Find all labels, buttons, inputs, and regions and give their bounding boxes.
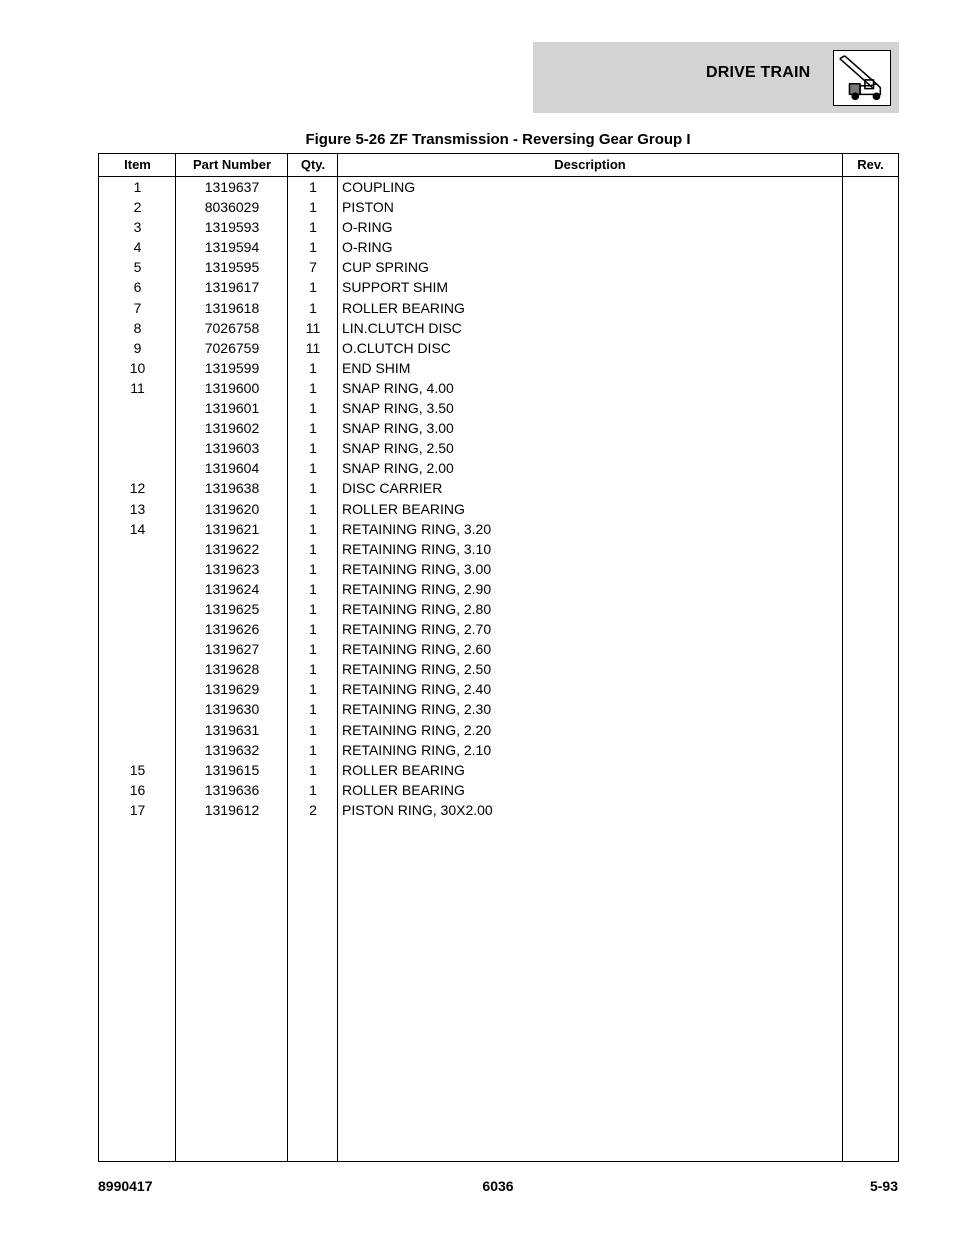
- table-row: [99, 357, 898, 377]
- qty-cell: 1: [309, 580, 317, 597]
- qty-cell: 1: [309, 661, 317, 678]
- description-cell: END SHIM: [342, 359, 411, 376]
- table-row: [99, 397, 898, 417]
- table-row: [99, 538, 898, 558]
- part-number-cell: 8036029: [204, 199, 260, 216]
- part-number-cell: 1319638: [204, 480, 260, 497]
- description-cell: SNAP RING, 2.00: [342, 460, 454, 477]
- description-cell: CUP SPRING: [342, 259, 429, 276]
- table-row: [99, 678, 898, 698]
- parts-table: [98, 153, 899, 1162]
- table-row: [99, 779, 898, 799]
- item-cell: 13: [129, 500, 146, 517]
- description-cell: O-RING: [342, 239, 393, 256]
- qty-cell: 1: [309, 239, 317, 256]
- qty-cell: 11: [305, 319, 321, 336]
- qty-cell: 1: [309, 781, 317, 798]
- part-number-cell: 1319602: [204, 420, 260, 437]
- part-number-cell: 1319612: [204, 801, 260, 818]
- item-cell: 9: [133, 339, 142, 356]
- part-number-cell: 1319628: [204, 661, 260, 678]
- table-row: [99, 558, 898, 578]
- part-number-cell: 1319615: [204, 761, 260, 778]
- description-cell: RETAINING RING, 3.00: [342, 560, 492, 577]
- description-cell: PISTON RING, 30X2.00: [342, 801, 493, 818]
- column-header-item: Item: [124, 157, 151, 172]
- part-number-cell: 1319594: [204, 239, 260, 256]
- item-cell: 2: [133, 199, 142, 216]
- qty-cell: 1: [309, 379, 317, 396]
- table-row: [99, 477, 898, 497]
- part-number-cell: 1319630: [204, 701, 260, 718]
- qty-cell: 1: [309, 761, 317, 778]
- table-row: [99, 437, 898, 457]
- qty-cell: 1: [309, 179, 317, 195]
- qty-cell: 1: [309, 721, 317, 738]
- description-cell: SNAP RING, 4.00: [342, 379, 454, 396]
- part-number-cell: 7026759: [204, 339, 260, 356]
- description-cell: RETAINING RING, 2.10: [342, 741, 492, 758]
- part-number-cell: 1319629: [204, 681, 260, 698]
- table-row: [99, 457, 898, 477]
- table-row: [99, 698, 898, 718]
- item-cell: 3: [133, 219, 142, 236]
- part-number-cell: 1319599: [204, 359, 260, 376]
- table-row: [99, 176, 898, 196]
- table-row: [99, 799, 898, 819]
- table-row: [99, 256, 898, 276]
- part-number-cell: 1319603: [204, 440, 260, 457]
- description-cell: PISTON: [342, 199, 394, 216]
- table-header: [99, 154, 898, 177]
- description-cell: RETAINING RING, 2.80: [342, 600, 492, 617]
- table-row: [99, 638, 898, 658]
- qty-cell: 7: [309, 259, 317, 276]
- part-number-cell: 1319620: [204, 500, 260, 517]
- part-number-cell: 1319622: [204, 540, 260, 557]
- description-cell: SNAP RING, 2.50: [342, 440, 454, 457]
- table-row: [99, 518, 898, 538]
- qty-cell: 1: [309, 480, 317, 497]
- table-row: [99, 759, 898, 779]
- qty-cell: 1: [309, 520, 317, 537]
- part-number-cell: 1319601: [204, 400, 260, 417]
- table-row: [99, 216, 898, 236]
- part-number-cell: 7026758: [204, 319, 260, 336]
- description-cell: RETAINING RING, 2.50: [342, 661, 492, 678]
- description-cell: RETAINING RING, 2.70: [342, 621, 492, 638]
- machine-section-icon: [833, 50, 891, 106]
- part-number-cell: 1319618: [204, 299, 260, 316]
- description-cell: RETAINING RING, 2.60: [342, 641, 492, 658]
- description-cell: RETAINING RING, 2.20: [342, 721, 492, 738]
- table-row: [99, 196, 898, 216]
- table-row: [99, 236, 898, 256]
- part-number-cell: 1319604: [204, 460, 260, 477]
- qty-cell: 1: [309, 681, 317, 698]
- footer-model-number: 6036: [482, 1178, 514, 1194]
- part-number-cell: 1319621: [204, 520, 260, 537]
- qty-cell: 1: [309, 400, 317, 417]
- table-row: [99, 578, 898, 598]
- description-cell: RETAINING RING, 2.30: [342, 701, 492, 718]
- description-cell: RETAINING RING, 3.10: [342, 540, 492, 557]
- section-title: DRIVE TRAIN: [706, 64, 811, 81]
- item-cell: 5: [133, 259, 142, 276]
- part-number-cell: 1319626: [204, 621, 260, 638]
- description-cell: ROLLER BEARING: [342, 761, 465, 778]
- item-cell: 6: [133, 279, 142, 296]
- qty-cell: 1: [309, 420, 317, 437]
- qty-cell: 1: [309, 701, 317, 718]
- item-cell: 12: [129, 480, 146, 497]
- description-cell: DISC CARRIER: [342, 480, 443, 497]
- qty-cell: 1: [309, 199, 317, 216]
- table-row: [99, 276, 898, 296]
- description-cell: LIN.CLUTCH DISC: [342, 319, 462, 336]
- description-cell: COUPLING: [342, 179, 416, 195]
- qty-cell: 1: [309, 279, 317, 296]
- qty-cell: 1: [309, 440, 317, 457]
- qty-cell: 2: [309, 801, 317, 818]
- description-cell: SUPPORT SHIM: [342, 279, 449, 296]
- column-header-part-number: Part Number: [192, 157, 272, 172]
- table-row: [99, 297, 898, 317]
- table-row: [99, 337, 898, 357]
- part-number-cell: 1319631: [204, 721, 260, 738]
- part-number-cell: 1319595: [204, 259, 260, 276]
- part-number-cell: 1319636: [204, 781, 260, 798]
- table-row: [99, 498, 898, 518]
- qty-cell: 1: [309, 299, 317, 316]
- part-number-cell: 1319593: [204, 219, 260, 236]
- item-cell: 1: [133, 179, 142, 195]
- footer-page-number: 5-93: [869, 1178, 898, 1194]
- figure-title: Figure 5-26 ZF Transmission - Reversing Gear Group I: [305, 131, 691, 148]
- item-cell: 4: [133, 239, 142, 256]
- table-body: [99, 176, 898, 819]
- table-row: [99, 377, 898, 397]
- part-number-cell: 1319637: [204, 179, 260, 195]
- description-cell: RETAINING RING, 2.40: [342, 681, 492, 698]
- description-cell: ROLLER BEARING: [342, 299, 465, 316]
- qty-cell: 11: [305, 339, 321, 356]
- qty-cell: 1: [309, 219, 317, 236]
- qty-cell: 1: [309, 741, 317, 758]
- part-number-cell: 1319627: [204, 641, 260, 658]
- table-row: [99, 719, 898, 739]
- item-cell: 15: [129, 761, 146, 778]
- qty-cell: 1: [309, 540, 317, 557]
- part-number-cell: 1319623: [204, 560, 260, 577]
- item-cell: 8: [133, 319, 142, 336]
- table-row: [99, 317, 898, 337]
- part-number-cell: 1319600: [204, 379, 260, 396]
- item-cell: 17: [129, 801, 146, 818]
- item-cell: 11: [130, 379, 145, 396]
- description-cell: ROLLER BEARING: [342, 781, 465, 798]
- item-cell: 7: [133, 299, 142, 316]
- item-cell: 14: [129, 520, 146, 537]
- part-number-cell: 1319632: [204, 741, 260, 758]
- qty-cell: 1: [309, 460, 317, 477]
- qty-cell: 1: [309, 641, 317, 658]
- item-cell: 10: [129, 359, 146, 376]
- qty-cell: 1: [309, 560, 317, 577]
- table-row: [99, 417, 898, 437]
- qty-cell: 1: [309, 621, 317, 638]
- description-cell: SNAP RING, 3.50: [342, 400, 454, 417]
- table-row: [99, 598, 898, 618]
- footer-document-number: 8990417: [98, 1178, 153, 1194]
- qty-cell: 1: [309, 500, 317, 517]
- description-cell: O.CLUTCH DISC: [342, 339, 451, 356]
- part-number-cell: 1319624: [204, 580, 260, 597]
- column-header-description: Description: [554, 157, 626, 172]
- part-number-cell: 1319625: [204, 600, 260, 617]
- table-row: [99, 658, 898, 678]
- table-row: [99, 739, 898, 759]
- table-row: [99, 618, 898, 638]
- column-header-rev: Rev.: [857, 157, 884, 172]
- part-number-cell: 1319617: [204, 279, 260, 296]
- description-cell: RETAINING RING, 2.90: [342, 580, 492, 597]
- qty-cell: 1: [309, 359, 317, 376]
- description-cell: ROLLER BEARING: [342, 500, 465, 517]
- qty-cell: 1: [309, 600, 317, 617]
- description-cell: SNAP RING, 3.00: [342, 420, 454, 437]
- description-cell: O-RING: [342, 219, 393, 236]
- item-cell: 16: [129, 781, 146, 798]
- column-header-qty: Qty.: [300, 157, 326, 172]
- description-cell: RETAINING RING, 3.20: [342, 520, 492, 537]
